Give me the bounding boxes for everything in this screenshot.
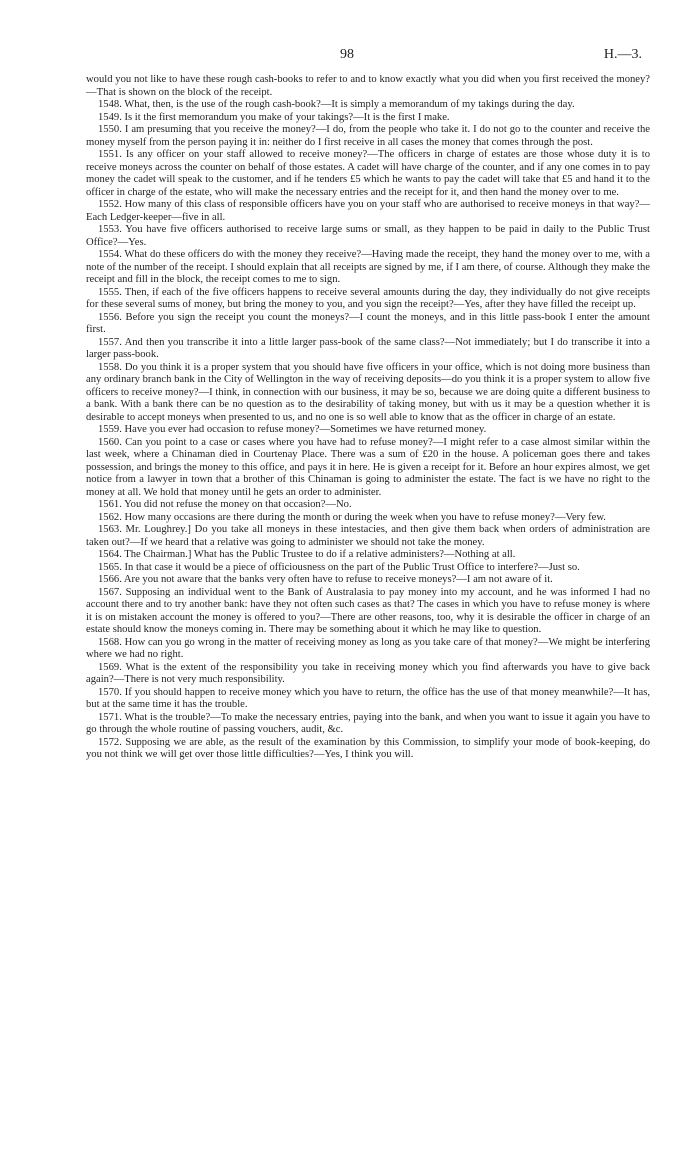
paragraph: 1572. Supposing we are able, as the result of the examination by this Commission, to simplify your mode of book-keeping, do you not think we will get over those little difficulties?—Yes, I think you will. xyxy=(86,736,650,760)
paragraph: 1556. Before you sign the receipt you count the moneys?—I count the moneys, and in this little pass-book I enter the amount first. xyxy=(86,311,650,335)
paragraph: 1563. Mr. Loughrey.] Do you take all moneys in these intestacies, and then give them back when orders of administration are taken out?—If we heard that a relative was going to administer we should not take the money. xyxy=(86,524,650,548)
paragraph: 1570. If you should happen to receive money which you have to return, the office has the use of that money meanwhile?—It has, but at the same time it has the trouble. xyxy=(86,686,650,710)
paragraph: would you not like to have these rough cash-books to refer to and to know exactly what you did when you first received the money?—That is shown on the block of the receipt. xyxy=(86,74,650,98)
paragraph: 1558. Do you think it is a proper system that you should have five officers in your office, which is not doing more business than any ordinary branch bank in the City of Wellington in the way of receiving deposits—do you think it is a proper system to allow five officers to receive money?—I think, in connection with our business, it may be so, because we are doing quite a different business to a bank. With a bank there can be no question as to the desirability of taking money, but with us it may be a question whether it is desirable to accept moneys when presented to us, and no one is so well able to know that as the officer in charge of an estate. xyxy=(86,361,650,423)
paragraph: 1571. What is the trouble?—To make the necessary entries, paying into the bank, and when you want to issue it again you have to go through the whole routine of passing vouchers, audit, &c. xyxy=(86,711,650,735)
paragraph: 1560. Can you point to a case or cases where you have had to refuse money?—I might refer to a case almost similar within the last week, where a Chinaman died in Courtenay Place. There was a sum of £20 in the house. A policeman goes there and takes possession, and brings the money to this office, and pays it in here. He is given a receipt for it. Before an hour expires almost, we get notice from a lawyer in town that a brother of this Chinaman is going to administer the estate. The fact is we have no right to the money at all. We hold that money until he gets an order to administer. xyxy=(86,436,650,498)
page-number: 98 xyxy=(340,47,354,62)
paragraph: 1567. Supposing an individual went to the Bank of Australasia to pay money into my account, and he was informed I had no account there and to try another bank: have they not often such cases as that? The cases in which you have to refuse money is where it is on mistaken account the money is offered to you?—There are other reasons, too, why it is desirable the officer in charge of an estate should know the moneys coming in. There may be something about it which he may like to question. xyxy=(86,586,650,635)
paragraph: 1549. Is it the first memorandum you make of your takings?—It is the first I make. xyxy=(98,111,450,123)
paragraph: 1559. Have you ever had occasion to refuse money?—Sometimes we have returned money. xyxy=(98,424,487,435)
paragraph: 1566. Are you not aware that the banks very often have to refuse to receive moneys?—I am not aware of it. xyxy=(98,574,553,585)
paragraph: 1564. The Chairman.] What has the Public Trustee to do if a relative administers?—Nothing at all. xyxy=(98,549,516,560)
paragraph: 1551. Is any officer on your staff allowed to receive money?—The officers in charge of estates are those whose duty it is to receive moneys across the counter on behalf of those estates. A cadet will have charge of the counter, and if any one comes in to pay money the cadet will speak to the customer, and if he tenders £5 which he wants to pay the cadet will take that £5 and hand it to the officer in charge of the estate, who will make the necessary entries and the receipt for it, and then hand the money over to me. xyxy=(86,149,650,198)
paragraph: 1548. What, then, is the use of the rough cash-book?—It is simply a memorandum of my takings during the day. xyxy=(98,99,575,110)
paragraph: 1557. And then you transcribe it into a little larger pass-book of the same class?—Not immediately; but I do transcribe it into a larger pass-book. xyxy=(86,336,650,360)
document-reference: H.—3. xyxy=(603,47,642,62)
body-text xyxy=(86,74,650,762)
paragraph: 1554. What do these officers do with the money they receive?—Having made the receipt, they hand the money over to me, with a note of the number of the receipt. I should explain that all receipts are signed by me, if I am there, of course. Although they make the receipt and fill in the block, the receipt comes to me to sign. xyxy=(86,249,650,285)
paragraph: 1565. In that case it would be a piece of officiousness on the part of the Public Trust Office to interfere?—Just so. xyxy=(98,561,580,573)
paragraph: 1553. You have five officers authorised to receive large sums or small, as they happen to be paid in daily to the Public Trust Office?—Yes. xyxy=(86,224,650,248)
paragraph: 1562. How many occasions are there during the month or during the week when you have to refuse money?—Very few. xyxy=(98,511,606,523)
paragraph: 1552. How many of this class of responsible officers have you on your staff who are authorised to receive moneys in that way?—Each Ledger-keeper—five in all. xyxy=(86,199,650,223)
paragraph: 1568. How can you go wrong in the matter of receiving money as long as you take care of that money?—We might be interfering where we had no right. xyxy=(86,636,650,660)
paragraph: 1561. You did not refuse the money on that occasion?—No. xyxy=(98,499,352,510)
paragraph: 1569. What is the extent of the responsibility you take in receiving money which you find afterwards you have to give back again?—There is not very much responsibility. xyxy=(86,661,650,685)
paragraph: 1550. I am presuming that you receive the money?—I do, from the people who take it. I do not go to the counter and receive the money myself from the person paying it in: neither do I first receive in all cases the money that comes through the post. xyxy=(86,124,650,148)
paragraph: 1555. Then, if each of the five officers happens to receive several amounts during the day, they individually do not give receipts for these several sums of money, but bring the money to you, and you sign the receipt?—Yes, after they have filled the receipt up. xyxy=(86,286,650,310)
